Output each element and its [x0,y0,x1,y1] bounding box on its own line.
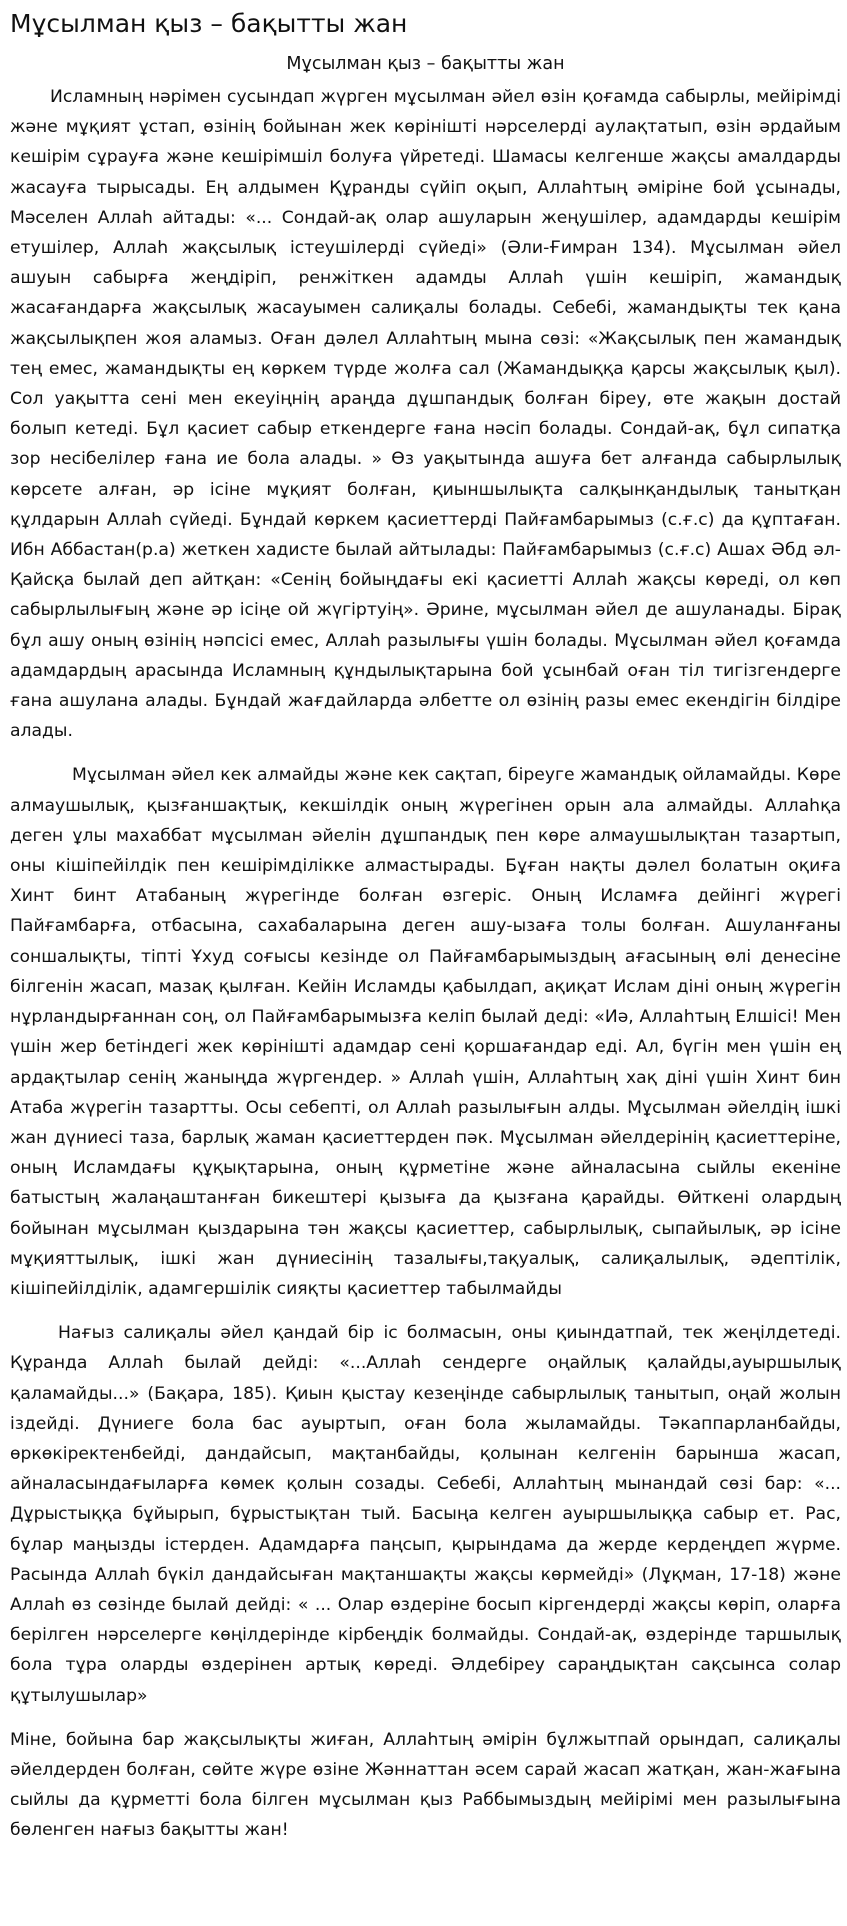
paragraph-3: Нағыз салиқалы әйел қандай бір іс болмасын, оны қиындатпай, тек жеңілдетеді. Құранда Аллаһ былай дейді: «...Аллаһ сендерге оңайлық қалайды,ауыршылық қаламайды...» (Бақара, 185). Қиын қыстау кезеңінде сабырлылық танытып, оңай жолын іздейді. Дүниеге бола бас ауыртып, оған бола жыламайды. Тәкаппарланбайды, өркөкіректенбейді, дандайсып, мақтанбайды, қолынан келгенін барынша жасап, айналасындағыларға көмек қолын созады. Себебі, Аллаһтың мынандай сөзі бар: «... Дұрыстыққа бұйырып, бұрыстықтан тый. Басыңа келген ауыршылыққа сабыр ет. Рас, бұлар маңызды істерден. Адамдарға паңсып, қырындама да жерде кердеңдеп жүрме. Расында Аллаһ бүкіл дандайсыған мақтаншақты жақсы көрмейді» (Лұқман, 17-18) және Аллаһ өз сөзінде былай дейді: « ... Олар өздеріне босып кіргендерді жақсы көріп, оларға берілген нәрселерге көңілдерінде кірбеңдік болмайды. Сондай-ақ, өздерінде таршылық бола тұра оларды өздерінен артық көреді. Әлдебіреу сараңдықтан сақсынса солар құтылушылар» [10,1323,841,1706]
paragraph-1: Исламның нәрімен сусындап жүрген мұсылман әйел өзін қоғамда сабырлы, мейірімді және мұқият ұстап, өзінің бойынан жек көрінішті нәрселерді аулақтатып, өзін әрдайым кешірім сұрауға және кешірімшіл болуға үйретеді. Шамасы келгенше жақсы амалдарды жасауға тырысады. Ең алдымен Құранды сүйіп оқып, Аллаһтың әміріне бой ұсынады, Мәселен Аллаһ айтады: «... Сондай-ақ олар ашуларын жеңушілер, адамдарды кешірім етушілер, Аллаһ жақсылық істеушілерді сүйеді» (Әли-Ғимран 134). Мұсылман әйел ашуын сабырға жеңдіріп, ренжіткен адамды Аллаһ үшін кешіріп, жамандық жасағандарға жақсылық жасауымен салиқалы болады. Себебі, жамандықты тек қана жақсылықпен жоя аламыз. Оған дәлел Аллаһтың мына сөзі: «Жақсылық пен жамандық тең емес, жамандықты ең көркем түрде жолға сал (Жамандыққа қарсы жақсылық қыл). Сол уақытта сені мен екеуіңнің араңда дұшпандық болған біреу, өте жақын достай болып кетеді. Бұл қасиет сабыр еткендерге ғана нәсіп болады. Сондай-ақ, бұл сипатқа зор несібелілер ғана ие бола алады. » Өз уақытында ашуға бет алғанда сабырлылық көрсете алған, әр ісіне мұқият болған, қиыншылықта салқынқандылық танытқан құлдарын Аллаһ сүйеді. Бұндай көркем қасиеттерді Пайғамбарымыз (с.ғ.с) да құптаған. Ибн Аббастан(р.а) жеткен хадисте былай айтылады: Пайғамбарымыз (с.ғ.с) Ашах Әбд әл-Қайсқа былай деп айтқан: «Сенің бойыңдағы екі қасиетті Аллаһ жақсы көреді, ол көп сабырлылығың және әр ісіңе ой жүгіртуің». Әрине, мұсылман әйел де ашуланады. Бірақ бұл ашу оның өзінің нәпсісі емес, Аллаһ разылығы үшін болады. Мұсылман әйел қоғамда адамдардың арасында Исламның құндылықтарына бой ұсынбай оған тіл тигізгендерге ғана ашулана алады. Бұндай жағдайларда әлбетте ол өзінің разы емес екендігін білдіре алады. [10,87,841,742]
paragraph-4: Міне, бойына бар жақсылықты жиған, Аллаһтың әмірін бұлжытпай орындап, салиқалы әйелдерден болған, сөйте жүре өзіне Жәннаттан әсем сарай жасап жатқан, жан-жағына сыйлы да құрметті бола білген мұсылман қыз Раббымыздың мейірімі мен разылығына бөленген нағыз бақытты жан! [10,1729,841,1841]
page-title: Мұсылман қыз – бақытты жан [10,9,408,38]
paragraph-2: Мұсылман әйел кек алмайды және кек сақтап, біреуге жамандық ойламайды. Көре алмаушылық, қызғаншақтық, кекшілдік оның жүрегінен орын ала алмайды. Аллаһқа деген ұлы махаббат мұсылман әйелін дұшпандық пен көре алмаушылықтан тазартып, оны кішіпейілдік пен кешірімділікке алмастырады. Бұған нақты дәлел болатын оқиға Хинт бинт Атабаның жүрегінде болған өзгеріс. Оның Исламға дейінгі жүрегі Пайғамбарға, отбасына, сахабаларына деген ашу-ызаға толы болған. Ашуланғаны соншалықты, тіпті Ұхуд соғысы кезінде ол Пайғамбарымыздың ағасының өлі денесіне білгенін жасап, мазақ қылған. Кейін Исламды қабылдап, ақиқат Ислам діні оның жүрегін нұрландырғаннан соң, ол Пайғамбарымызға келіп былай деді: «Иә, Аллаһтың Елшісі! Мен үшін жер бетіндегі жек көрінішті адамдар сені қоршағандар еді. Ал, бүгін мен үшін ең ардақтылар сенің жаныңда жүргендер. » Аллаһ үшін, Аллаһтың хақ діні үшін Хинт бин Атаба жүрегін тазартты. Осы себепті, ол Аллаһ разылығын алды. Мұсылман әйелдің ішкі жан дүниесі таза, барлық жаман қасиеттерден пәк. Мұсылман әйелдерінің қасиеттеріне, оның Исламдағы құқықтарына, оның құрметіне және айналасына сыйлы екеніне батыстың жалаңаштанған бикештері қызыға да қызғана қарайды. Өйткені олардың бойынан мұсылман қыздарына тән жақсы қасиеттер, сабырлылық, сыпайылық, әр ісіне мұқияттылық, ішкі жан дүниесінің тазалығы,тақуалық, салиқалылық, әдептілік, кішіпейілділік, адамгершілік сияқты қасиеттер табылмайды [10,765,841,1299]
article-body [10,82,841,1846]
article-heading: Мұсылман қыз – бақытты жан [286,54,565,74]
